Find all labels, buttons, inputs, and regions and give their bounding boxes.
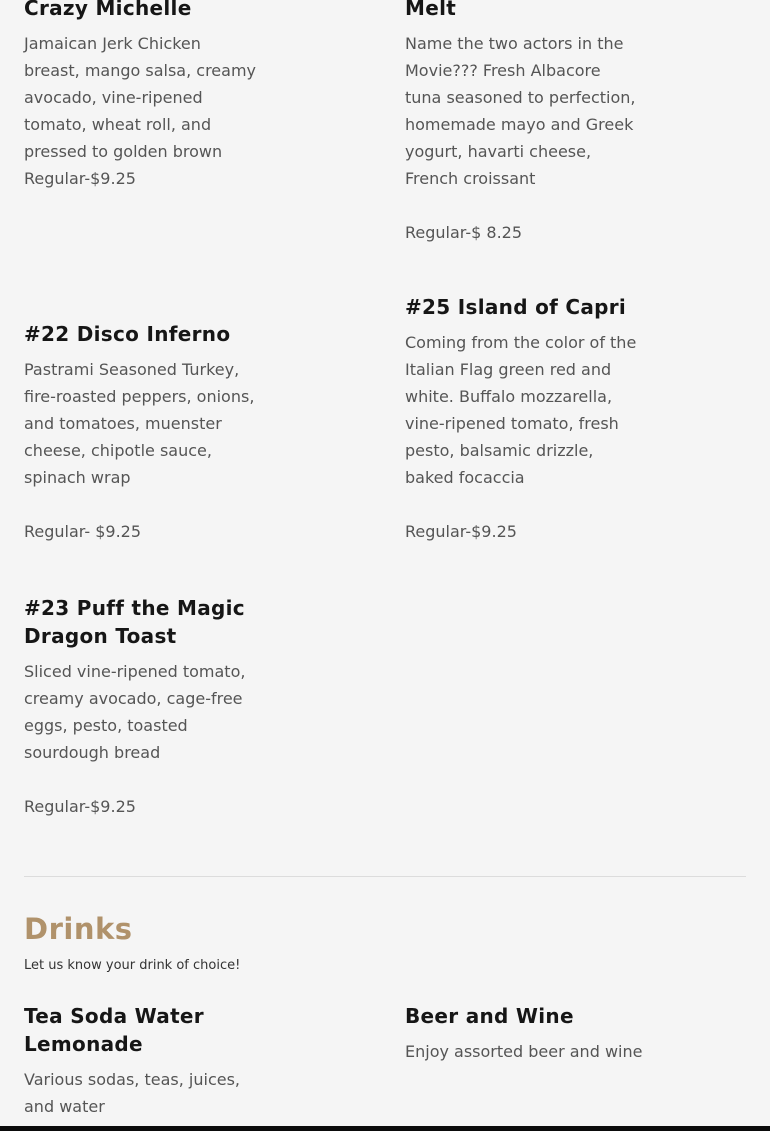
item-price: Regular-$9.25 [405,522,517,541]
drinks-section-title: Drinks [24,912,133,946]
menu-item-island-of-capri [405,293,655,545]
menu-item-disco-inferno [24,320,274,545]
item-description: Sliced vine-ripened tomato, creamy avocado, cage-free eggs, pesto, toasted sourdough bread [24,662,246,762]
drinks-section-subtitle: Let us know your drink of choice! [24,958,241,973]
drink-item-tea-soda-water-lemonade [24,1002,274,1120]
drink-item-beer-and-wine [405,1002,655,1065]
item-price: Regular-$9.25 [24,169,136,188]
item-price: Regular- $9.25 [24,522,142,541]
item-title: #22 Disco Inferno [24,322,231,346]
item-description: Name the two actors in the Movie??? Fresh Albacore tuna seasoned to perfection, homemade mayo and Greek yogurt, havarti cheese, French croissant [405,34,636,188]
item-title: #23 Puff the Magic Dragon Toast [24,596,245,648]
menu-item-puff-the-magic-dragon-toast [24,594,274,820]
item-title: Melt [405,0,457,20]
item-title: Beer and Wine [405,1004,574,1028]
item-title: #25 Island of Capri [405,295,627,319]
item-description: Jamaican Jerk Chicken breast, mango salsa, creamy avocado, vine-ripened tomato, wheat roll, and pressed to golden brown [24,34,256,161]
section-divider [24,876,746,877]
item-description: Enjoy assorted beer and wine [405,1042,643,1061]
item-description: Various sodas, teas, juices, and water [24,1070,240,1116]
item-price: Regular-$ 8.25 [405,223,523,242]
item-title: Crazy Michelle [24,0,192,20]
bottom-bar [0,1126,770,1131]
menu-item-crazy-michelle [24,0,274,192]
item-description: Coming from the color of the Italian Flag green red and white. Buffalo mozzarella, vine-ripened tomato, fresh pesto, balsamic drizzle, baked focaccia [405,333,637,487]
item-title: Tea Soda Water Lemonade [24,1004,204,1056]
item-price: Regular-$9.25 [24,797,136,816]
item-description: Pastrami Seasoned Turkey, fire-roasted peppers, onions, and tomatoes, muenster cheese, chipotle sauce, spinach wrap [24,360,255,487]
menu-item-melt [405,0,655,246]
